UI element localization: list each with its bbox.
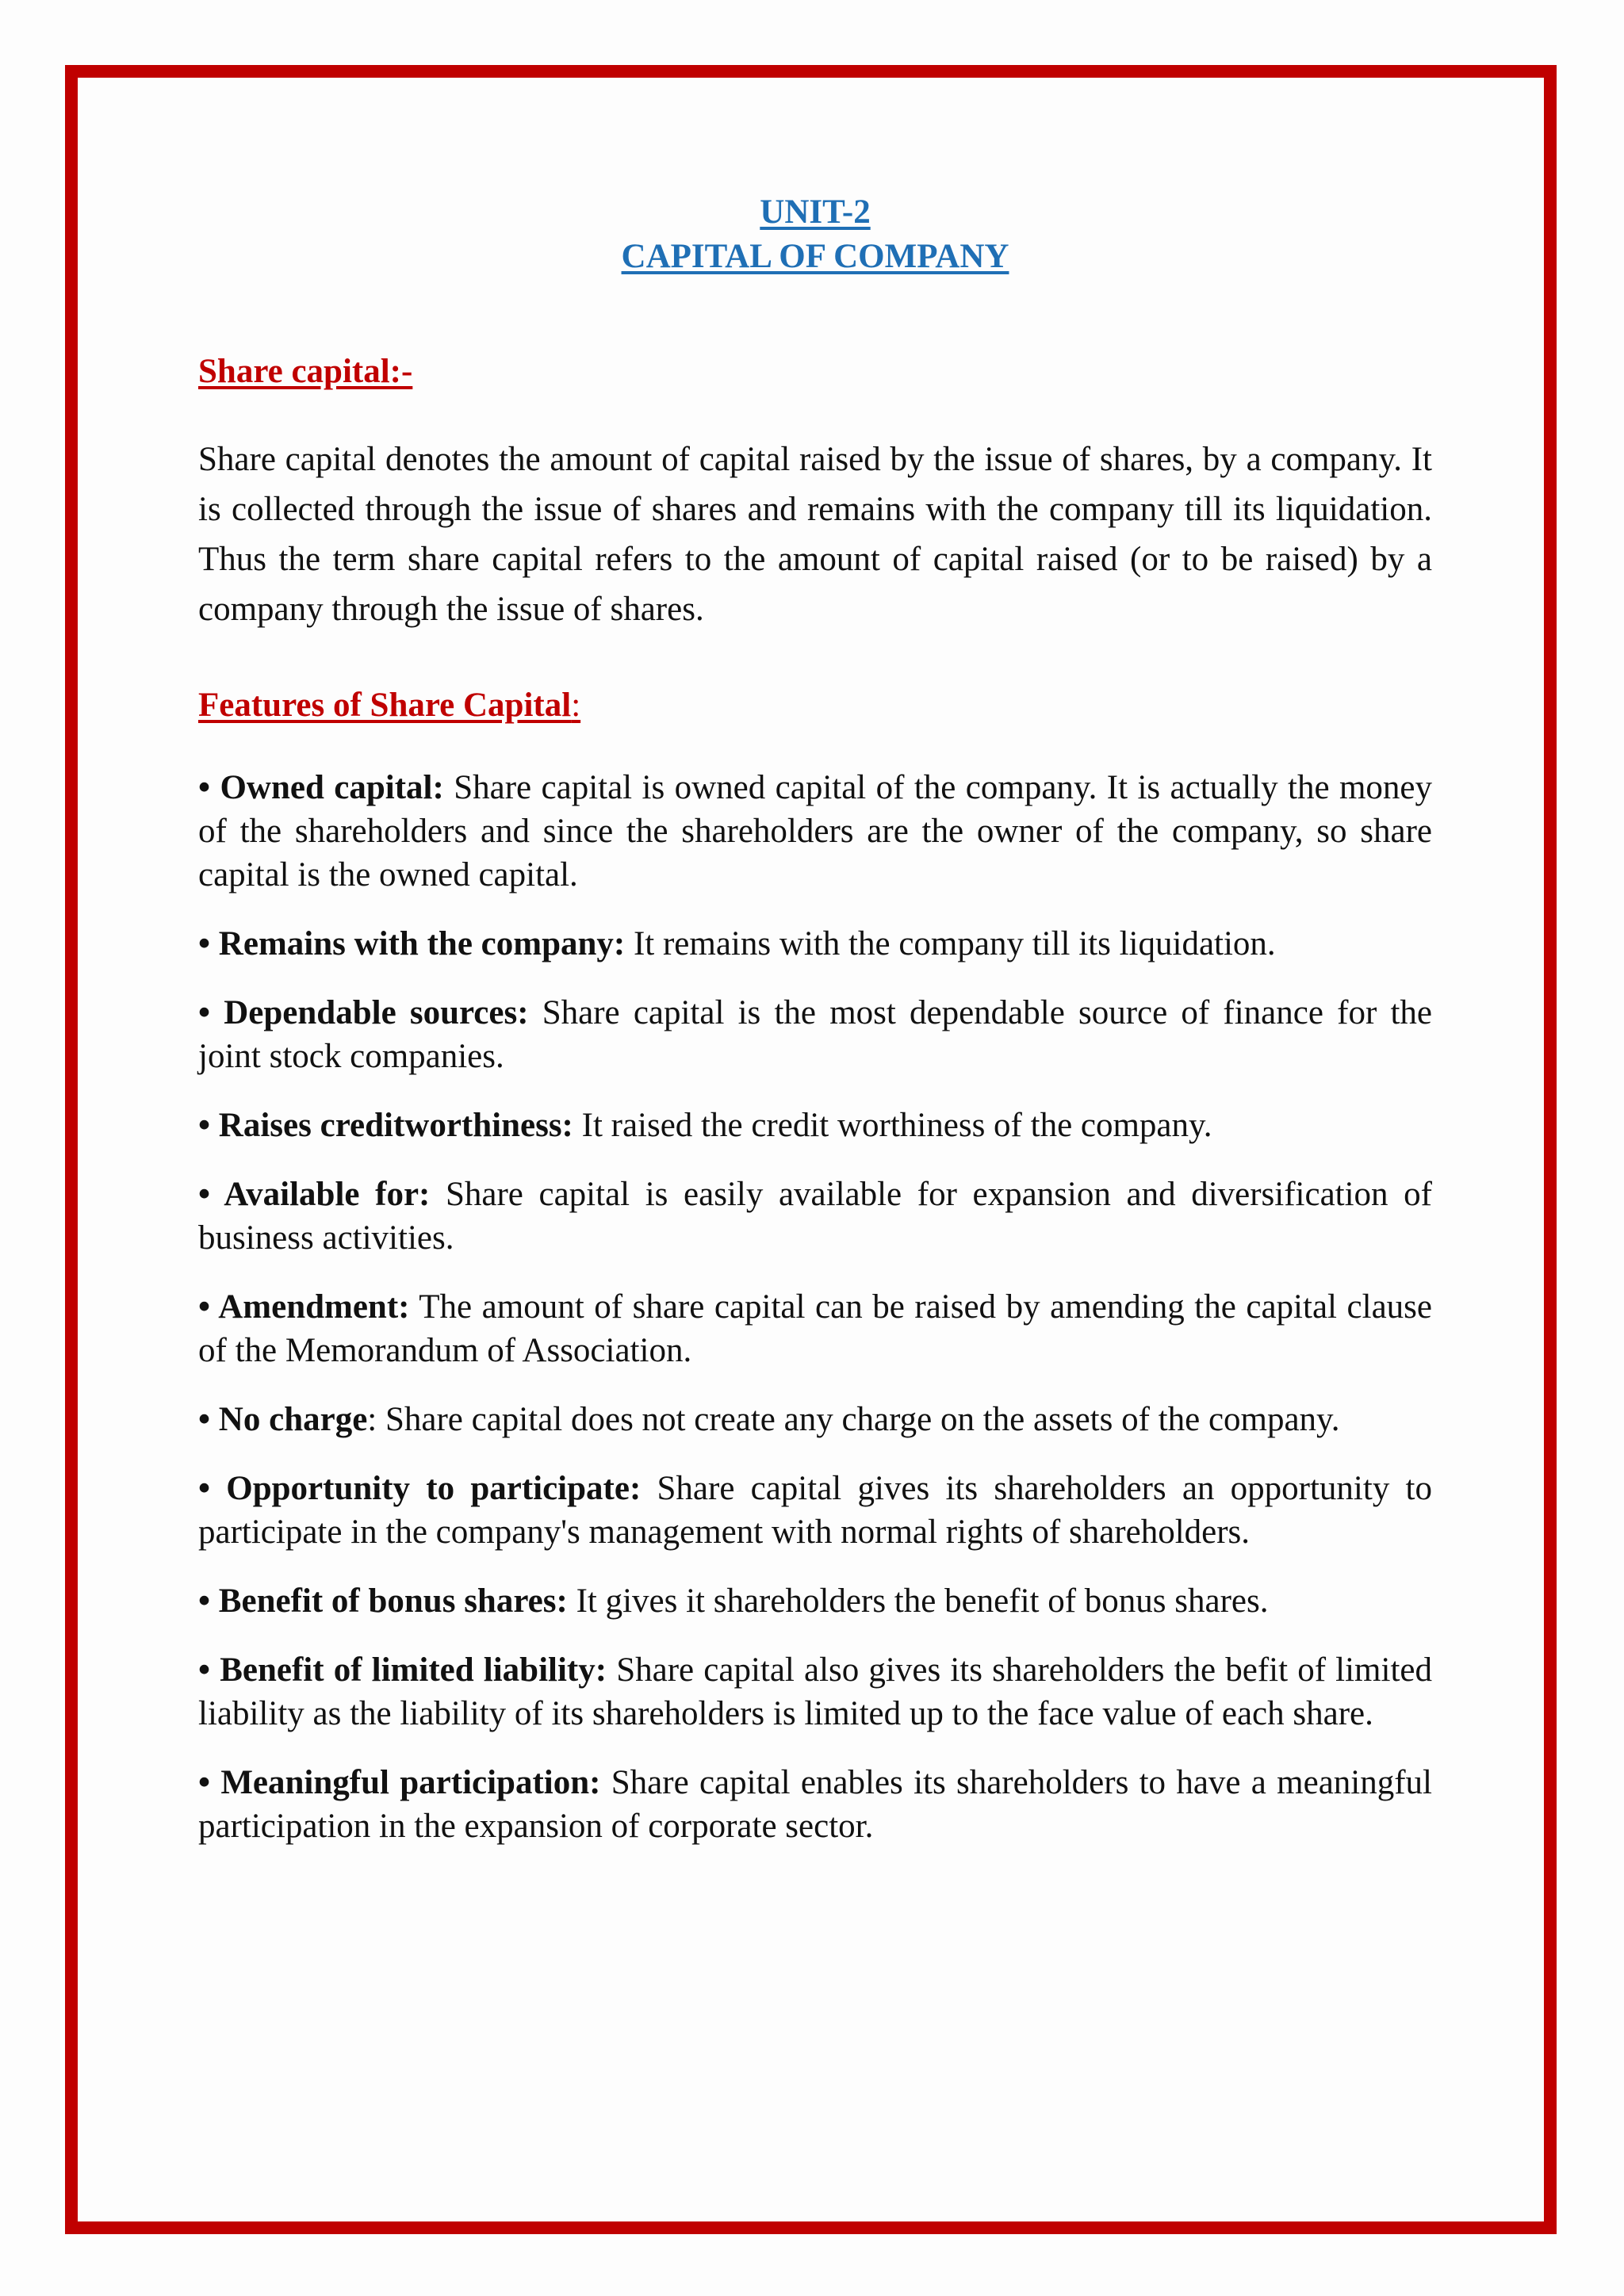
list-item [198,1761,1432,1848]
feature-text: Share capital gives its shareholders an opportunity to participate in the company's management with normal rights of shareholders. [198,1469,1432,1551]
feature-text: Share capital also gives its shareholders the befit of limited liability as the liability of its shareholders is limited up to the face value of each share. [198,1651,1432,1732]
feature-text: Share capital is easily available for expansion and diversification of business activities. [198,1175,1433,1257]
share-capital-heading-text: Share capital:- [198,352,413,390]
feature-text: Share capital is the most dependable source of finance for the joint stock companies. [198,993,1432,1075]
feature-term: • No charge [198,1400,368,1438]
features-heading-colon: : [571,686,581,724]
feature-text: : Share capital does not create any charge on the assets of the company. [367,1400,1340,1438]
share-capital-definition: Share capital denotes the amount of capital raised by the issue of shares, by a company. It is collected through the issue of shares and remains with the company till its liquidation. Thus the term share capital refers to the amount of capital raised (or to be raised) by a company through the issue of shares. [198,440,1432,628]
feature-text: It gives it shareholders the benefit of bonus shares. [567,1582,1269,1620]
feature-term: • Remains with the company: [198,924,626,962]
list-item [198,922,1432,966]
feature-term: • Amendment: [198,1288,410,1326]
feature-term: • Meaningful participation: [198,1763,601,1801]
share-capital-heading [198,352,1432,391]
features-heading [198,686,1432,725]
list-item [198,1579,1432,1623]
feature-term: • Available for: [198,1175,431,1213]
list-item [198,1467,1432,1554]
feature-term: • Opportunity to participate: [198,1469,642,1507]
list-item [198,1285,1432,1372]
feature-text: Share capital is owned capital of the company. It is actually the money of the shareholders and since the shareholders are the owner of the company, so share capital is the owned capital. [198,768,1432,894]
list-item [198,1173,1432,1260]
features-list [198,766,1432,1848]
feature-text: Share capital enables its shareholders to have a meaningful participation in the expansion of corporate sector. [198,1763,1432,1845]
list-item [198,1398,1432,1441]
feature-text: It raised the credit worthiness of the company. [573,1106,1212,1144]
feature-term: • Benefit of bonus shares: [198,1582,568,1620]
feature-text: It remains with the company till its liquidation. [625,924,1276,962]
feature-term: • Owned capital: [198,768,444,806]
document-body [198,190,1432,1873]
feature-term: • Benefit of limited liability: [198,1651,607,1689]
list-item [198,766,1432,897]
feature-text: The amount of share capital can be raised by amending the capital clause of the Memorandum of Association. [198,1288,1432,1369]
list-item [198,1104,1432,1147]
page-title: CAPITAL OF COMPANY [621,237,1009,275]
feature-term: • Dependable sources: [198,993,529,1031]
list-item [198,991,1432,1078]
feature-term: • Raises creditworthiness: [198,1106,573,1144]
unit-label: UNIT-2 [760,193,871,231]
features-heading-text: Features of Share Capital [198,686,572,724]
list-item [198,1648,1432,1735]
